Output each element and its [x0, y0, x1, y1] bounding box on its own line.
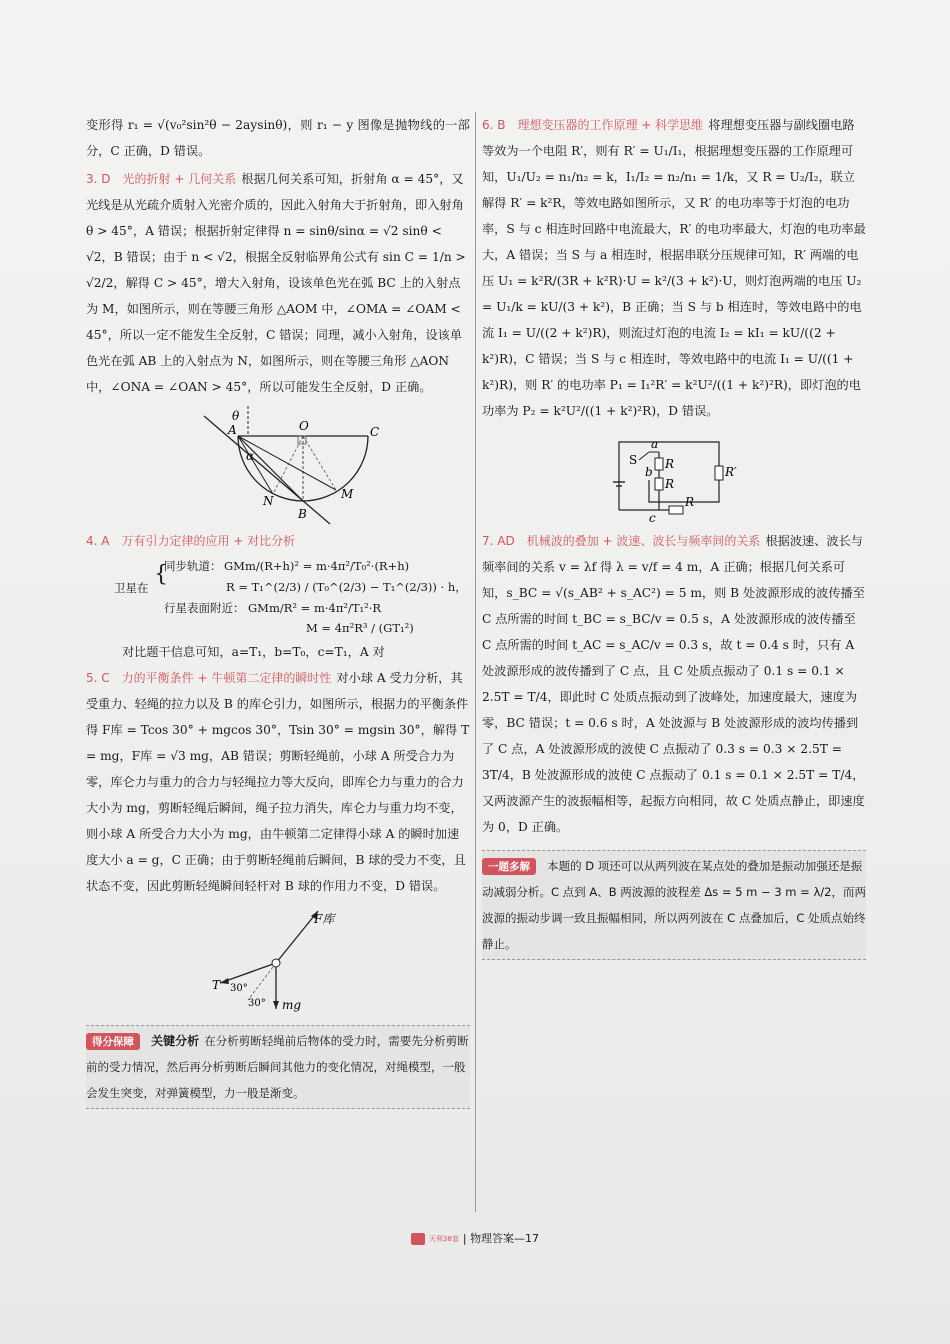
gravity-label: mg — [282, 998, 302, 1012]
sat-label: 卫星在 — [114, 581, 149, 595]
q3-header: 3. D 光的折射 + 几何关系 — [86, 172, 237, 186]
q7-body: 根据波速、波长与频率间的关系 v = λf 得 λ = v/f = 4 m，A 正确；根据几何关系可知，s_BC = √(s_AB² + s_AC²) = 5 m，则 B 处波源形成的波传播至 C 点所需的时间 t_BC = s_BC/v = 0.5 s，A 处波源形成的波传播至 C 点所需的时间 t_AC = s_AC/v = 0.3 s，故 t = 0.4 s 时，只有 A 处波源形成的波传播到了 C 点，且 C 处质点振动了 0.1 s = 0.1 × 2.5T = T/4，即此时 C 处质点振动到了波峰处，加速度最大，速度为零，BC 错误；t = 0.6 s 时，A 处波源与 B 处波源形成的波均传播到了 C 点，A 处波源形成的波使 C 点振动了 0.3 s = 0.3 × 2.5T = 3T/4，B 处波源形成的波使 C 点振动了 0.1 s = 0.1 × 2.5T = T/4，又两波源产生的波振幅相等，起振方向相同，故 C 处质点静止，即速度为 0，D 正确。 — [482, 534, 865, 834]
q4-header: 4. A 万有引力定律的应用 + 对比分析 — [86, 534, 296, 548]
multi-solution-box — [482, 850, 866, 960]
tension-label: T — [212, 978, 221, 992]
q4-compare: 对比题干信息可知，a=T₁，b=T₀，c=T₁，A 对 — [122, 645, 385, 659]
near-equation: GMm/R² = m·4π²/T₁²·R — [248, 601, 382, 615]
intro-paragraph: 变形得 r₁ = √(v₀²sin²θ − 2aysinθ)，则 r₁ − y 图像是抛物线的一部分，C 正确，D 错误。 — [86, 118, 470, 158]
column-divider — [475, 112, 476, 1212]
score-badge: 得分保障 — [86, 1033, 140, 1050]
coulomb-force-label: F库 — [314, 912, 335, 926]
key-analysis-title: 关键分析 — [151, 1034, 200, 1048]
question-5 — [86, 665, 470, 899]
brace-icon: { — [154, 562, 168, 587]
q5-header: 5. C 力的平衡条件 + 牛顿第二定律的瞬时性 — [86, 671, 332, 685]
force-figure — [178, 905, 378, 1015]
key-analysis-box — [86, 1025, 470, 1109]
refraction-figure — [158, 406, 398, 526]
m-equation: M = 4π²R³ / (GT₁²) — [306, 621, 414, 635]
question-7 — [482, 528, 866, 840]
page-footer: 天利38套 | 物理答案—17 — [0, 1230, 950, 1246]
point-c-label: C — [370, 425, 380, 439]
q3-body: 根据几何关系可知，折射角 α = 45°，又光线是从光疏介质射入光密介质的，因此入射角大于折射角，即入射角 θ > 45°，A 错误；根据折射定律得 n = sinθ/sinα = √2 sinθ < √2，B 错误；由于 n < √2，根据全反射临界角公式有 sin C = 1/n > √2/2，解得 C > 45°，增大入射角，设该单色光在弧 BC 上的入射点为 M，如图所示，则在等腰三角形 △AOM 中，∠OMA = ∠OAM < 45°，所以一定不能发生全反射，C 错误；同理，减小入射角，设该单色光在弧 AB 上的入射点为 N，如图所示，则在等腰三角形 △AON 中，∠ONA = ∠OAN > 45°，所以可能发生全反射，D 正确。 — [86, 172, 466, 394]
sync-equation: GMm/(R+h)² = m·4π²/T₀²·(R+h) — [224, 559, 410, 573]
right-column — [482, 112, 866, 960]
multi-solution-badge: 一题多解 — [482, 858, 536, 875]
question-4 — [86, 532, 470, 665]
point-n-label: N — [263, 494, 274, 508]
sync-label: 同步轨道： — [164, 559, 222, 573]
resistor3-label: R — [685, 495, 695, 509]
angle1-label: 30° — [230, 983, 248, 994]
q6-header: 6. B 理想变压器的工作原理 + 科学思维 — [482, 118, 704, 132]
gravity-derivation — [86, 553, 470, 639]
theta-label: θ — [232, 409, 240, 423]
equiv-resistor-label: R′ — [725, 465, 737, 479]
point-a-label: A — [228, 423, 237, 437]
node-c-label: c — [649, 511, 656, 522]
q7-header: 7. AD 机械波的叠加 + 波速、波长与频率间的关系 — [482, 534, 761, 548]
near-label: 行星表面附近： — [164, 601, 245, 615]
angle2-label: 30° — [248, 998, 266, 1009]
resistor2-label: R — [665, 477, 675, 491]
switch-label: S — [629, 453, 638, 467]
node-b-label: b — [645, 465, 653, 479]
resistor1-label: R — [665, 457, 675, 471]
point-b-label: B — [298, 507, 307, 521]
brand-text: 天利38套 — [428, 1235, 459, 1243]
multi-solution-body: 本题的 D 项还可以从两列波在某点处的叠加是振动加强还是振动减弱分析。C 点到 A、B 两波源的波程差 Δs = 5 m − 3 m = λ/2，而两波源的振动步调一致且振幅相同，所以两列波在 C 点叠加后，C 处质点始终静止。 — [482, 859, 866, 951]
alpha-label: α — [246, 449, 255, 463]
r-equation: R = T₁^(2/3) / (T₀^(2/3) − T₁^(2/3)) · h， — [226, 580, 467, 594]
left-column — [86, 112, 470, 1109]
question-3 — [86, 166, 470, 400]
brand-logo-icon — [411, 1233, 425, 1245]
key-analysis-body: 在分析剪断轻绳前后物体的受力时，需要先分析剪断前的受力情况，然后再分析剪断后瞬间其他力的变化情况，对绳模型，一般会发生突变，对弹簧模型，力一般是渐变。 — [86, 1034, 469, 1100]
circuit-figure — [599, 430, 749, 522]
point-m-label: M — [341, 487, 354, 501]
node-a-label: a — [651, 437, 659, 451]
point-o-label: O — [299, 419, 309, 433]
footer-page-label: 物理答案—17 — [470, 1232, 540, 1245]
q5-body: 对小球 A 受力分析，其受重力、轻绳的拉力以及 B 的库仑引力，如图所示，根据力的平衡条件得 F库 = Tcos 30° + mgcos 30°，Tsin 30° = mgsin 30°，解得 T = mg，F库 = √3 mg，AB 错误；剪断轻绳前，小球 A 所受合力为零，库仑力与重力的合力与轻绳拉力等大反向，即库仑力与重力的合力大小为 mg，剪断轻绳后瞬间，绳子拉力消失，库仑力与重力均不变，则小球 A 所受合力大小为 mg，由牛顿第二定律得小球 A 的瞬时加速度大小 a = g，C 正确；由于剪断轻绳前后瞬间，B 球的受力不变，且状态不变，因此剪断轻绳瞬间轻杆对 B 球的作用力不变，D 错误。 — [86, 671, 470, 893]
q6-body: 将理想变压器与副线圈电路等效为一个电阻 R′，则有 R′ = U₁/I₁，根据理想变压器的工作原理可知，U₁/U₂ = n₁/n₂ = k，I₁/I₂ = n₂/n₁ = 1/k，又 R = U₂/I₂，联立解得 R′ = k²R，等效电路如图所示，又 R′ 的电功率等于灯泡的电功率，S 与 c 相连时回路中电流最大，R′ 的电功率最大，灯泡的电功率最大，A 错误；当 S 与 a 相连时，根据串联分压规律可知，R′ 两端的电压 U₁ = k²R/(3R + k²R)·U = k²/(3 + k²)·U，则灯泡两端的电压 U₂ = U₁/k = kU/(3 + k²)，B 正确；当 S 与 b 相连时，等效电路中的电流 I₁ = U/((2 + k²)R)，则流过灯泡的电流 I₂ = kI₁ = kU/((2 + k²)R)，C 错误；当 S 与 c 相连时，等效电路中的电流 I₁ = U/((1 + k²)R)，则 R′ 的电功率 P₁ = I₁²R′ = k²U²/((1 + k²)²R)，即灯泡的电功率为 P₂ = k²U²/((1 + k²)²R)，D 错误。 — [482, 118, 866, 418]
question-6 — [482, 112, 866, 424]
